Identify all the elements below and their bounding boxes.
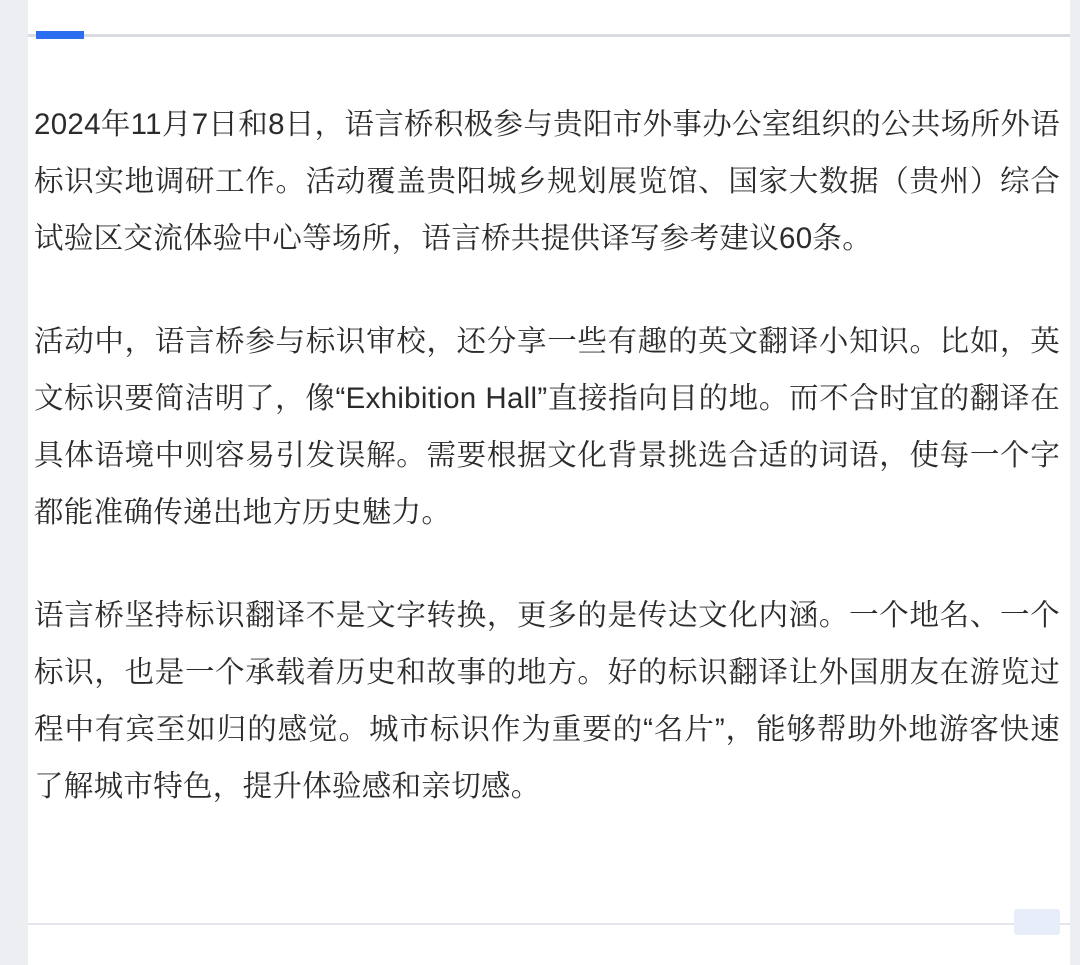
right-margin-strip (1070, 0, 1080, 965)
paragraph: 语言桥坚持标识翻译不是文字转换，更多的是传达文化内涵。一个地名、一个标识，也是一个承载着历史和故事的地方。好的标识翻译让外国朋友在游览过程中有宾至如归的感觉。城市标识作为重要的“名片”，能够帮助外地游客快速了解城市特色，提升体验感和亲切感。 (34, 599, 1060, 803)
accent-bar (36, 31, 84, 39)
paragraph: 活动中，语言桥参与标识审校，还分享一些有趣的英文翻译小知识。比如，英文标识要简洁明了，像“Exhibition Hall”直接指向目的地。而不合时宜的翻译在具体语境中则容易引发误解。需要根据文化背景挑选合适的词语，使每一个字都能准确传递出地方历史魅力。 (34, 325, 1060, 529)
left-margin-strip (0, 0, 28, 965)
paragraph: 2024年11月7日和8日，语言桥积极参与贵阳市外事办公室组织的公共场所外语标识实地调研工作。活动覆盖贵阳城乡规划展览馆、国家大数据（贵州）综合试验区交流体验中心等场所，语言桥共提供译写参考建议60条。 (34, 108, 1060, 255)
bottom-divider (28, 923, 1070, 925)
document-sheet (28, 0, 1070, 965)
top-divider (28, 34, 1070, 37)
bottom-right-marker (1014, 909, 1060, 935)
article-body (34, 96, 1060, 815)
